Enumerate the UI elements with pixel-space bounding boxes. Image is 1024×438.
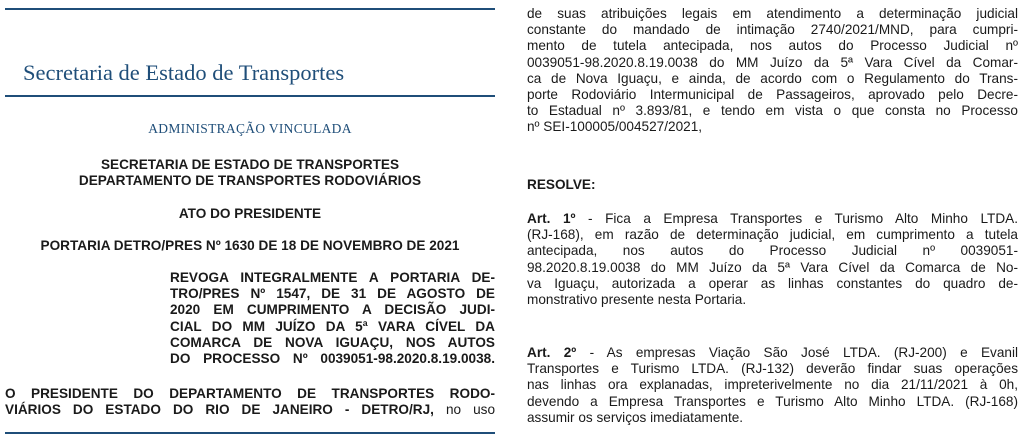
resolve-heading bbox=[527, 177, 1018, 193]
org-line-2: DEPARTAMENTO DE TRANSPORTES RODOVIÁRIOS bbox=[78, 173, 422, 189]
article-2-line: assumir os serviços imediatamente. bbox=[527, 409, 744, 425]
left-column bbox=[5, 0, 495, 438]
article-2-line: devendo a Empresa Transportes e Turismo Alto Minho LTDA. (RJ-168) bbox=[527, 393, 1018, 409]
summary-line: COMARCA DE NOVA IGUAÇU, NOS AUTOS bbox=[170, 334, 495, 350]
intro-line: nº SEI-100005/004527/2021, bbox=[527, 119, 703, 135]
section-rule bbox=[5, 95, 495, 97]
preamble-line-2-tail: no uso bbox=[433, 402, 496, 418]
article-1 bbox=[527, 211, 1018, 308]
preamble-line-1: O PRESIDENTE DO DEPARTAMENTO DE TRANSPORTES RODO- bbox=[5, 386, 495, 401]
article-2 bbox=[527, 345, 1018, 426]
summary-line: TRO/PRES Nº 1547, DE 31 DE AGOSTO DE bbox=[170, 286, 495, 302]
article-1-line: va Iguaçu, autorizada a operar as linhas constantes do quadro de- bbox=[527, 275, 1018, 291]
summary-line: CIAL DO MM JUÍZO DA 5ª VARA CÍVEL DA bbox=[170, 318, 495, 334]
article-1-label: Art. 1º bbox=[527, 211, 576, 226]
article-2-first-text: - As empresas Viação São José LTDA. (RJ-200) e Evanil bbox=[576, 345, 1018, 360]
top-rule bbox=[5, 8, 495, 10]
article-1-line: monstrativo presente nesta Portaria. bbox=[527, 292, 747, 308]
intro-line: constante do mandado de intimação 2740/2021/MND, para cumpri- bbox=[527, 22, 1018, 38]
intro-line: 0039051-98.2020.8.19.0038 do MM Juízo da 5ª Vara Cível da Comar- bbox=[527, 54, 1018, 70]
portaria-summary bbox=[170, 270, 495, 367]
article-1-first-line bbox=[527, 211, 1018, 227]
preamble-line-2 bbox=[5, 402, 495, 418]
article-2-line: Transportes e Turismo LTDA. (RJ-132) deverão findar suas operações bbox=[527, 361, 1018, 377]
summary-line: DO PROCESSO Nº 0039051-98.2020.8.19.0038. bbox=[170, 351, 495, 367]
preamble-line-2-bold: VIÁRIOS DO ESTADO DO RIO DE JANEIRO - DETRO/RJ, bbox=[5, 402, 434, 418]
intro-line: porte Rodoviário Intermunicipal de Passageiros, aprovado pelo Decre- bbox=[527, 87, 1018, 103]
article-1-line: (RJ-168), em razão de determinação judicial, em cumprimento a tutela bbox=[527, 227, 1018, 243]
administration-heading: ADMINISTRAÇÃO VINCULADA bbox=[148, 121, 352, 136]
summary-line: REVOGA INTEGRALMENTE A PORTARIA DE- bbox=[170, 270, 495, 285]
article-2-line: nas linhas ora explanadas, impreterivelmente no dia 21/11/2021 à 0h, bbox=[527, 377, 1018, 393]
org-line-1: SECRETARIA DE ESTADO DE TRANSPORTES bbox=[100, 157, 400, 172]
intro-line: to Estadual nº 3.893/81, e tendo em vista o que consta no Processo bbox=[527, 103, 1018, 119]
article-2-first-line bbox=[527, 345, 1018, 361]
section-title: Secretaria de Estado de Transportes bbox=[23, 60, 345, 85]
bottom-rule bbox=[5, 432, 495, 434]
article-1-line: antecipada, nos autos do Processo Judicial nº 0039051- bbox=[527, 243, 1018, 259]
organization-heading bbox=[5, 157, 495, 189]
intro-line: mento de tutela antecipada, nos autos do Processo Judicial nº bbox=[527, 38, 1018, 54]
summary-line: 2020 EM CUMPRIMENTO A DECISÃO JUDI- bbox=[170, 302, 495, 318]
preamble bbox=[5, 386, 495, 418]
intro-line: de suas atribuições legais em atendimento a determinação judicial bbox=[527, 6, 1018, 21]
article-1-first-text: - Fica a Empresa Transportes e Turismo Alto Minho LTDA. bbox=[575, 211, 1018, 226]
article-1-line: 98.2020.8.19.0038 do MM Juízo da 5ª Vara Cível da Comarca de No- bbox=[527, 259, 1018, 275]
portaria-title: PORTARIA DETRO/PRES Nº 1630 DE 18 DE NOVEMBRO DE 2021 bbox=[40, 238, 460, 253]
intro-paragraph bbox=[527, 6, 1018, 136]
act-title: ATO DO PRESIDENTE bbox=[178, 206, 322, 221]
intro-line: ca de Nova Iguaçu, e ainda, de acordo com o Regulamento do Trans- bbox=[527, 70, 1018, 86]
article-2-label: Art. 2º bbox=[527, 345, 577, 360]
right-column bbox=[527, 0, 1018, 438]
resolve-label: RESOLVE: bbox=[527, 177, 596, 192]
